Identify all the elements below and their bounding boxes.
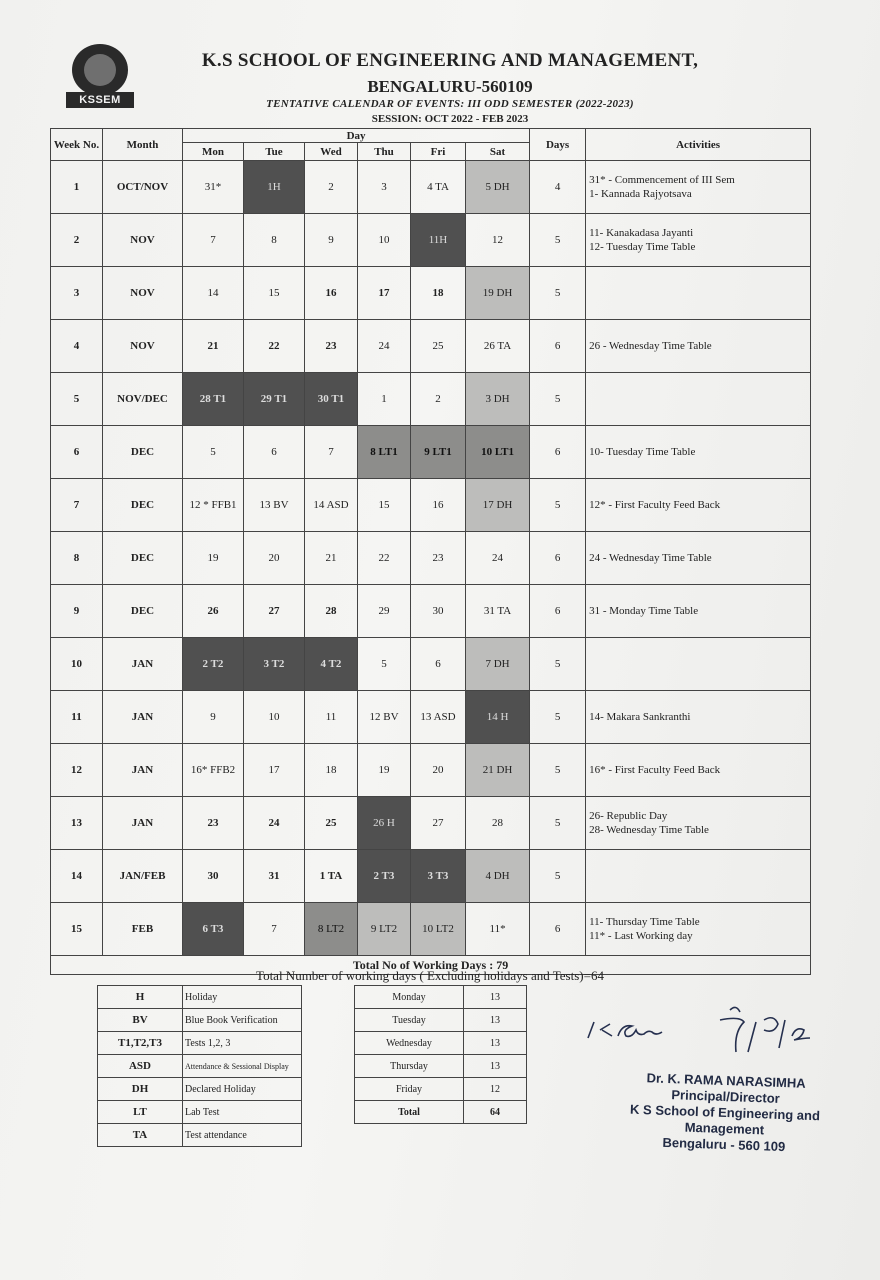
day-cell: 10 (358, 214, 411, 267)
working-days-count: 5 (530, 744, 586, 797)
month-cell: DEC (103, 532, 183, 585)
day-cell: 14 ASD (305, 479, 358, 532)
institution-title: K.S SCHOOL OF ENGINEERING AND MANAGEMENT, (201, 50, 699, 71)
day-count: 13 (464, 986, 527, 1009)
day-cell: 15 (358, 479, 411, 532)
activity-item: 14- Makara Sankranthi (589, 711, 691, 723)
day-cell: 25 (305, 797, 358, 850)
week-number: 10 (51, 638, 103, 691)
activities-cell (586, 638, 811, 691)
total-working-days: Total No of Working Days : 79 (51, 956, 811, 975)
day-cell: 9 LT2 (358, 903, 411, 956)
table-row (51, 638, 811, 691)
activity-item: 11- Kanakadasa Jayanti (589, 227, 694, 239)
day-cell: 30 T1 (305, 373, 358, 426)
legend-key: ASD (98, 1055, 183, 1078)
day-cell: 18 (305, 744, 358, 797)
month-cell: FEB (103, 903, 183, 956)
day-count-table (354, 985, 527, 1124)
day-cell: 21 (305, 532, 358, 585)
day-cell: 7 DH (466, 638, 530, 691)
day-cell: 16* FFB2 (183, 744, 244, 797)
day-cell: 31* (183, 161, 244, 214)
day-cell: 8 (244, 214, 305, 267)
activities-cell (586, 267, 811, 320)
day-name: Wednesday (355, 1032, 464, 1055)
header-weekday: Mon (183, 143, 244, 161)
day-cell: 10 (244, 691, 305, 744)
day-cell: 23 (305, 320, 358, 373)
header-month: Month (103, 129, 183, 161)
table-row (51, 426, 811, 479)
day-cell: 31 (244, 850, 305, 903)
day-cell: 13 ASD (411, 691, 466, 744)
day-cell: 6 (244, 426, 305, 479)
day-cell: 8 LT2 (305, 903, 358, 956)
header-days: Days (530, 129, 586, 161)
table-row (51, 691, 811, 744)
activity-item: 12* - First Faculty Feed Back (589, 499, 721, 511)
month-cell: DEC (103, 585, 183, 638)
logo-emblem-center (84, 54, 116, 86)
month-cell: OCT/NOV (103, 161, 183, 214)
activity-item: 11- Thursday Time Table (589, 916, 700, 928)
day-cell: 10 LT1 (466, 426, 530, 479)
day-name: Total (355, 1101, 464, 1124)
legend-key: BV (98, 1009, 183, 1032)
day-count: 13 (464, 1009, 527, 1032)
header-weekday: Fri (411, 143, 466, 161)
legend-value: Lab Test (183, 1101, 302, 1124)
table-row (51, 850, 811, 903)
day-name: Tuesday (355, 1009, 464, 1032)
day-cell: 29 (358, 585, 411, 638)
day-cell: 22 (244, 320, 305, 373)
day-cell: 2 T2 (183, 638, 244, 691)
working-days-count: 5 (530, 479, 586, 532)
day-cell: 24 (358, 320, 411, 373)
activities-cell (586, 320, 811, 373)
day-cell: 7 (183, 214, 244, 267)
day-cell: 26 (183, 585, 244, 638)
activity-item: 26- Republic Day (589, 810, 668, 822)
table-row (51, 320, 811, 373)
day-cell: 23 (411, 532, 466, 585)
day-cell: 5 DH (466, 161, 530, 214)
activities-cell (586, 797, 811, 850)
activity-item: 12- Tuesday Time Table (589, 241, 696, 253)
day-cell: 21 (183, 320, 244, 373)
activities-cell (586, 850, 811, 903)
day-cell: 6 T3 (183, 903, 244, 956)
activities-cell (586, 214, 811, 267)
calendar-subtitle: TENTATIVE CALENDAR OF EVENTS: III ODD SEMESTER (2022-2023) (266, 98, 634, 110)
legend-value: Declared Holiday (183, 1078, 302, 1101)
month-cell: JAN/FEB (103, 850, 183, 903)
table-row (51, 373, 811, 426)
week-number: 3 (51, 267, 103, 320)
legend-key: TA (98, 1124, 183, 1147)
day-cell: 26 TA (466, 320, 530, 373)
table-row (51, 479, 811, 532)
day-cell: 12 BV (358, 691, 411, 744)
month-cell: JAN (103, 797, 183, 850)
day-cell: 3 DH (466, 373, 530, 426)
legend-value: Tests 1,2, 3 (183, 1032, 302, 1055)
day-cell: 1H (244, 161, 305, 214)
table-row (51, 744, 811, 797)
logo-text: KSSEM (66, 92, 134, 108)
session-label: SESSION: OCT 2022 - FEB 2023 (371, 113, 529, 125)
day-count: 64 (464, 1101, 527, 1124)
header-weekday: Sat (466, 143, 530, 161)
day-count: 12 (464, 1078, 527, 1101)
header-activities: Activities (586, 129, 811, 161)
working-days-count: 5 (530, 850, 586, 903)
day-cell: 23 (183, 797, 244, 850)
day-cell: 18 (411, 267, 466, 320)
day-cell: 9 (305, 214, 358, 267)
day-cell: 3 (358, 161, 411, 214)
day-cell: 28 (305, 585, 358, 638)
table-row (51, 532, 811, 585)
day-cell: 11 (305, 691, 358, 744)
legend-table (97, 985, 302, 1147)
legend-row (98, 1009, 302, 1032)
day-cell: 20 (244, 532, 305, 585)
month-cell: JAN (103, 744, 183, 797)
week-number: 5 (51, 373, 103, 426)
signatory-institution: K S School of Engineering and Management (629, 1101, 821, 1138)
legend-value: Test attendance (183, 1124, 302, 1147)
week-number: 15 (51, 903, 103, 956)
day-cell: 4 T2 (305, 638, 358, 691)
month-cell: NOV (103, 214, 183, 267)
header-weekday: Wed (305, 143, 358, 161)
week-number: 6 (51, 426, 103, 479)
day-cell: 16 (411, 479, 466, 532)
table-row (51, 585, 811, 638)
working-days-count: 6 (530, 903, 586, 956)
activity-item: 1- Kannada Rajyotsava (589, 188, 692, 200)
working-days-count: 6 (530, 585, 586, 638)
day-cell: 20 (411, 744, 466, 797)
day-count-row (355, 986, 527, 1009)
day-cell: 28 T1 (183, 373, 244, 426)
legend-row (98, 986, 302, 1009)
activities-cell (586, 161, 811, 214)
legend-row (98, 1124, 302, 1147)
day-cell: 28 (466, 797, 530, 850)
legend-value: Holiday (183, 986, 302, 1009)
day-cell: 14 H (466, 691, 530, 744)
day-cell: 5 (358, 638, 411, 691)
week-number: 8 (51, 532, 103, 585)
day-cell: 1 TA (305, 850, 358, 903)
month-cell: NOV/DEC (103, 373, 183, 426)
working-days-summary: Total Number of working days ( Excluding holidays and Tests)=64 (256, 968, 604, 983)
day-cell: 17 (244, 744, 305, 797)
activity-item: 10- Tuesday Time Table (589, 446, 696, 458)
college-logo (66, 44, 136, 112)
day-cell: 17 DH (466, 479, 530, 532)
signatory-name: Dr. K. RAMA NARASIMHA (646, 1070, 806, 1091)
month-cell: NOV (103, 320, 183, 373)
activities-cell (586, 479, 811, 532)
activity-item: 31* - Commencement of III Sem (589, 174, 735, 186)
activity-item: 16* - First Faculty Feed Back (589, 764, 721, 776)
day-cell: 13 BV (244, 479, 305, 532)
day-cell: 2 (305, 161, 358, 214)
legend-key: LT (98, 1101, 183, 1124)
day-count-row (355, 1078, 527, 1101)
day-cell: 14 (183, 267, 244, 320)
legend-row (98, 1032, 302, 1055)
signatory-place: Bengaluru - 560 109 (662, 1134, 786, 1155)
day-name: Friday (355, 1078, 464, 1101)
legend-row (98, 1101, 302, 1124)
activity-item: 24 - Wednesday Time Table (589, 552, 712, 564)
legend-key: DH (98, 1078, 183, 1101)
day-cell: 11* (466, 903, 530, 956)
day-cell: 24 (466, 532, 530, 585)
activities-cell (586, 903, 811, 956)
legend-value: Attendance & Sessional Display (183, 1055, 302, 1078)
day-cell: 26 H (358, 797, 411, 850)
header-day: Day (183, 129, 530, 143)
activities-cell (586, 585, 811, 638)
day-cell: 22 (358, 532, 411, 585)
header-week: Week No. (51, 129, 103, 161)
week-number: 13 (51, 797, 103, 850)
day-name: Monday (355, 986, 464, 1009)
legend-value: Blue Book Verification (183, 1009, 302, 1032)
day-count-row (355, 1101, 527, 1124)
day-cell: 7 (244, 903, 305, 956)
table-row (51, 161, 811, 214)
day-cell: 3 T2 (244, 638, 305, 691)
working-days-count: 5 (530, 638, 586, 691)
month-cell: DEC (103, 479, 183, 532)
day-cell: 7 (305, 426, 358, 479)
week-number: 11 (51, 691, 103, 744)
table-row (51, 214, 811, 267)
legend-row (98, 1078, 302, 1101)
month-cell: JAN (103, 691, 183, 744)
working-days-count: 5 (530, 797, 586, 850)
day-cell: 4 TA (411, 161, 466, 214)
day-name: Thursday (355, 1055, 464, 1078)
legend-key: T1,T2,T3 (98, 1032, 183, 1055)
day-cell: 2 (411, 373, 466, 426)
day-cell: 12 * FFB1 (183, 479, 244, 532)
day-count-row (355, 1032, 527, 1055)
working-days-count: 5 (530, 691, 586, 744)
signatory-designation: Principal/Director (671, 1087, 780, 1106)
day-cell: 9 LT1 (411, 426, 466, 479)
day-cell: 29 T1 (244, 373, 305, 426)
calendar-table (50, 128, 811, 975)
table-row (51, 797, 811, 850)
signatory-block (599, 1069, 852, 1158)
activities-cell (586, 532, 811, 585)
activity-item: 28- Wednesday Time Table (589, 824, 709, 836)
day-count: 13 (464, 1055, 527, 1078)
day-cell: 27 (411, 797, 466, 850)
day-cell: 4 DH (466, 850, 530, 903)
day-cell: 16 (305, 267, 358, 320)
activities-cell (586, 426, 811, 479)
activity-item: 26 - Wednesday Time Table (589, 340, 712, 352)
header-weekday: Tue (244, 143, 305, 161)
table-row (51, 903, 811, 956)
day-cell: 8 LT1 (358, 426, 411, 479)
day-cell: 1 (358, 373, 411, 426)
header-weekday: Thu (358, 143, 411, 161)
legend-key: H (98, 986, 183, 1009)
day-cell: 11H (411, 214, 466, 267)
activity-item: 11* - Last Working day (589, 930, 693, 942)
working-days-count: 4 (530, 161, 586, 214)
day-cell: 25 (411, 320, 466, 373)
week-number: 4 (51, 320, 103, 373)
activity-item: 31 - Monday Time Table (589, 605, 699, 617)
week-number: 12 (51, 744, 103, 797)
day-cell: 27 (244, 585, 305, 638)
working-days-count: 5 (530, 267, 586, 320)
week-number: 2 (51, 214, 103, 267)
day-cell: 19 DH (466, 267, 530, 320)
day-cell: 19 (183, 532, 244, 585)
working-days-count: 5 (530, 214, 586, 267)
institution-city: BENGALURU-560109 (367, 77, 533, 96)
working-days-count: 5 (530, 373, 586, 426)
day-cell: 31 TA (466, 585, 530, 638)
day-cell: 30 (411, 585, 466, 638)
month-cell: JAN (103, 638, 183, 691)
activities-cell (586, 744, 811, 797)
day-cell: 19 (358, 744, 411, 797)
week-number: 14 (51, 850, 103, 903)
handwritten-signature (580, 1000, 860, 1060)
month-cell: DEC (103, 426, 183, 479)
activities-cell (586, 373, 811, 426)
day-cell: 5 (183, 426, 244, 479)
day-cell: 6 (411, 638, 466, 691)
day-cell: 2 T3 (358, 850, 411, 903)
legend-row (98, 1055, 302, 1078)
day-cell: 3 T3 (411, 850, 466, 903)
day-count-row (355, 1009, 527, 1032)
table-row (51, 267, 811, 320)
day-cell: 30 (183, 850, 244, 903)
day-count: 13 (464, 1032, 527, 1055)
day-cell: 12 (466, 214, 530, 267)
working-days-count: 6 (530, 320, 586, 373)
week-number: 9 (51, 585, 103, 638)
working-days-count: 6 (530, 532, 586, 585)
day-cell: 10 LT2 (411, 903, 466, 956)
activities-cell (586, 691, 811, 744)
day-cell: 21 DH (466, 744, 530, 797)
day-cell: 17 (358, 267, 411, 320)
week-number: 7 (51, 479, 103, 532)
working-days-count: 6 (530, 426, 586, 479)
day-count-row (355, 1055, 527, 1078)
month-cell: NOV (103, 267, 183, 320)
day-cell: 15 (244, 267, 305, 320)
week-number: 1 (51, 161, 103, 214)
day-cell: 24 (244, 797, 305, 850)
day-cell: 9 (183, 691, 244, 744)
